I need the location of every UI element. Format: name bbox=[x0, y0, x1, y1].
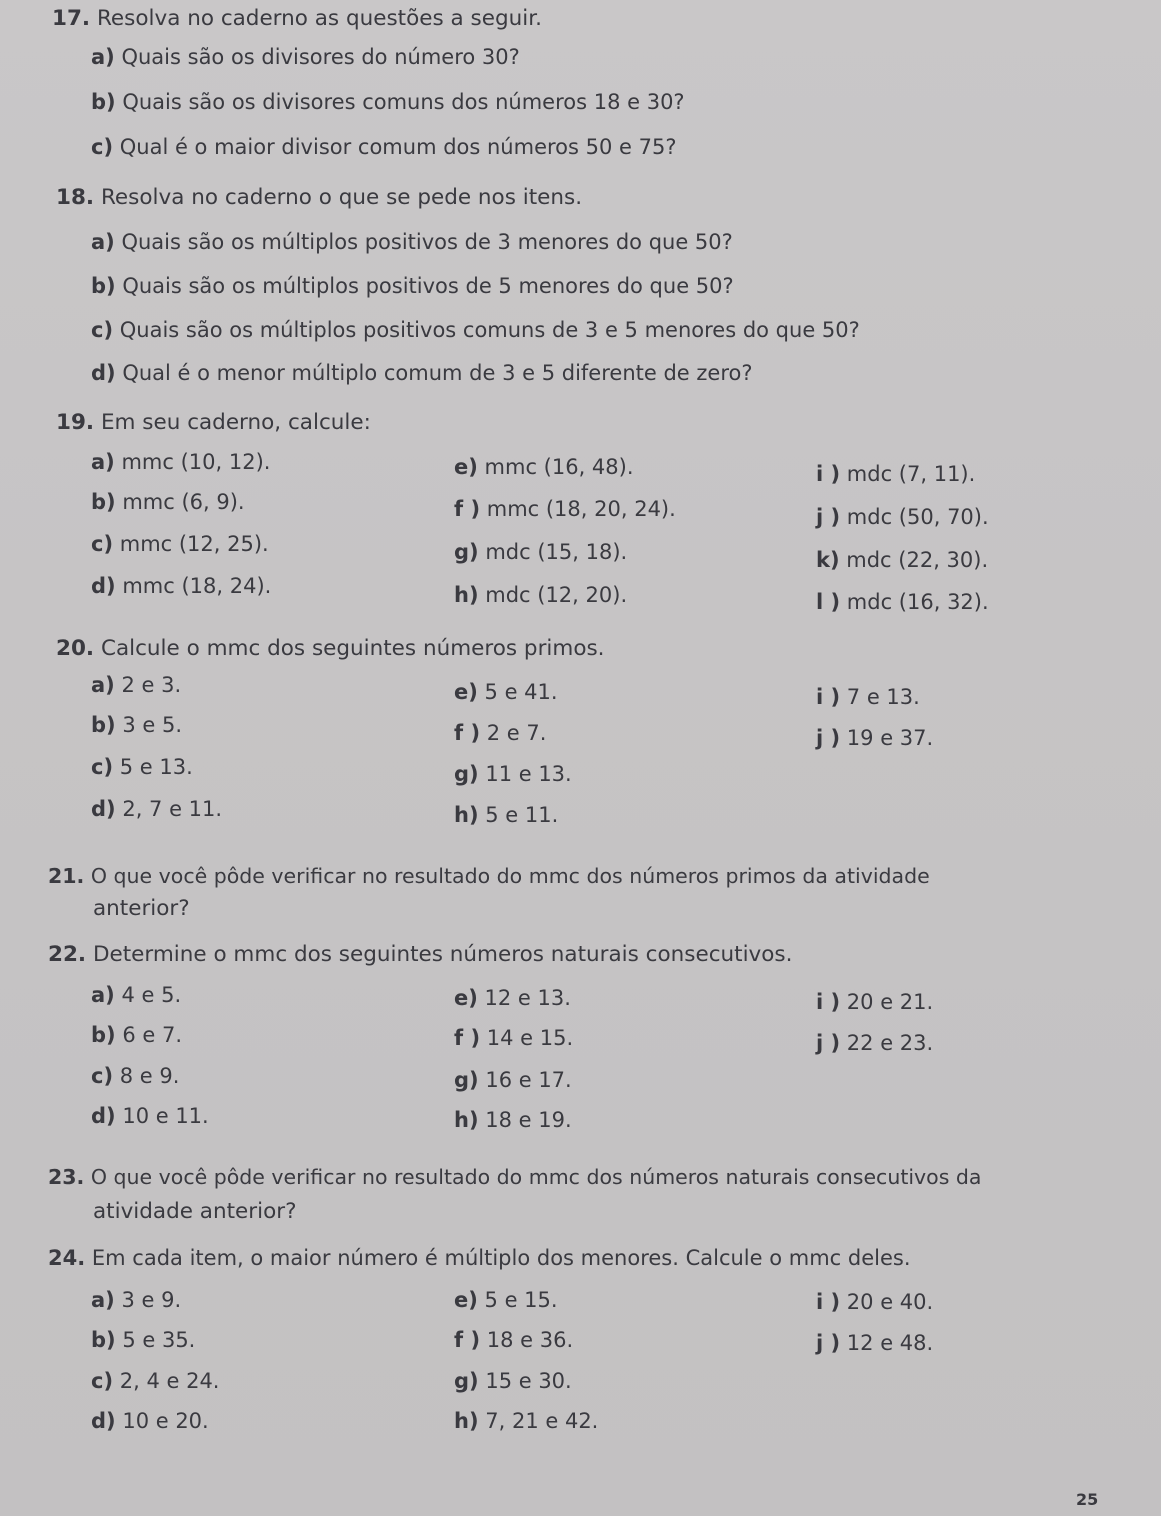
question-19-item-c: c) mmc (12, 25). bbox=[91, 532, 269, 556]
question-22-item-i: i ) 20 e 21. bbox=[816, 990, 934, 1014]
question-22-item-j: j ) 22 e 23. bbox=[816, 1031, 934, 1055]
question-24-item-a: a) 3 e 9. bbox=[91, 1288, 182, 1312]
question-24-heading: 24. Em cada item, o maior número é múltiplo dos menores. Calcule o mmc deles. bbox=[48, 1246, 911, 1270]
question-20-item-d: d) 2, 7 e 11. bbox=[91, 797, 223, 821]
question-19-heading: 19. Em seu caderno, calcule: bbox=[56, 410, 371, 435]
question-23-continuation: atividade anterior? bbox=[93, 1199, 297, 1224]
question-20-heading: 20. Calcule o mmc dos seguintes números primos. bbox=[56, 636, 605, 661]
question-23-heading: 23. O que você pôde verificar no resultado do mmc dos números naturais consecutivos da bbox=[48, 1165, 982, 1189]
question-19-item-g: g) mdc (15, 18). bbox=[454, 540, 628, 564]
question-22-item-g: g) 16 e 17. bbox=[454, 1068, 572, 1092]
question-19-item-k: k) mdc (22, 30). bbox=[816, 548, 989, 572]
question-20-item-g: g) 11 e 13. bbox=[454, 762, 572, 786]
question-24-item-f: f ) 18 e 36. bbox=[454, 1328, 574, 1352]
question-20-item-c: c) 5 e 13. bbox=[91, 755, 193, 779]
question-21-continuation: anterior? bbox=[93, 896, 190, 921]
question-22-heading: 22. Determine o mmc dos seguintes números naturais consecutivos. bbox=[48, 942, 793, 967]
question-18-heading: 18. Resolva no caderno o que se pede nos itens. bbox=[56, 185, 583, 210]
question-22-item-c: c) 8 e 9. bbox=[91, 1064, 180, 1088]
question-17-item-b: b) Quais são os divisores comuns dos números 18 e 30? bbox=[91, 90, 685, 114]
question-19-item-h: h) mdc (12, 20). bbox=[454, 583, 628, 607]
question-20-item-e: e) 5 e 41. bbox=[454, 680, 558, 704]
question-19-item-b: b) mmc (6, 9). bbox=[91, 490, 245, 514]
question-24-item-b: b) 5 e 35. bbox=[91, 1328, 196, 1352]
question-17-item-a: a) Quais são os divisores do número 30? bbox=[91, 45, 520, 69]
question-24-item-d: d) 10 e 20. bbox=[91, 1409, 209, 1433]
question-20-item-a: a) 2 e 3. bbox=[91, 673, 182, 697]
question-18-item-b: b) Quais são os múltiplos positivos de 5 menores do que 50? bbox=[91, 274, 734, 298]
question-24-item-e: e) 5 e 15. bbox=[454, 1288, 558, 1312]
question-20-item-j: j ) 19 e 37. bbox=[816, 726, 934, 750]
question-18-item-c: c) Quais são os múltiplos positivos comuns de 3 e 5 menores do que 50? bbox=[91, 318, 860, 342]
question-20-item-i: i ) 7 e 13. bbox=[816, 685, 920, 709]
question-19-item-d: d) mmc (18, 24). bbox=[91, 574, 272, 598]
question-22-item-b: b) 6 e 7. bbox=[91, 1023, 182, 1047]
question-21-heading: 21. O que você pôde verificar no resultado do mmc dos números primos da atividade bbox=[48, 864, 930, 888]
question-17-item-c: c) Qual é o maior divisor comum dos números 50 e 75? bbox=[91, 135, 677, 159]
question-20-item-b: b) 3 e 5. bbox=[91, 713, 182, 737]
question-17-heading: 17. Resolva no caderno as questões a seguir. bbox=[52, 6, 542, 31]
question-19-item-a: a) mmc (10, 12). bbox=[91, 450, 271, 474]
question-24-item-j: j ) 12 e 48. bbox=[816, 1331, 934, 1355]
question-19-item-f: f ) mmc (18, 20, 24). bbox=[454, 497, 676, 521]
question-19-item-e: e) mmc (16, 48). bbox=[454, 455, 634, 479]
question-24-item-c: c) 2, 4 e 24. bbox=[91, 1369, 220, 1393]
question-22-item-d: d) 10 e 11. bbox=[91, 1104, 209, 1128]
page-number: 25 bbox=[1076, 1490, 1099, 1509]
question-22-item-f: f ) 14 e 15. bbox=[454, 1026, 574, 1050]
question-19-item-l: l ) mdc (16, 32). bbox=[816, 590, 989, 614]
question-22-item-e: e) 12 e 13. bbox=[454, 986, 571, 1010]
question-18-item-a: a) Quais são os múltiplos positivos de 3 menores do que 50? bbox=[91, 230, 733, 254]
question-24-item-g: g) 15 e 30. bbox=[454, 1369, 572, 1393]
question-19-item-i: i ) mdc (7, 11). bbox=[816, 462, 976, 486]
question-24-item-h: h) 7, 21 e 42. bbox=[454, 1409, 599, 1433]
question-19-item-j: j ) mdc (50, 70). bbox=[816, 505, 989, 529]
question-18-item-d: d) Qual é o menor múltiplo comum de 3 e 5 diferente de zero? bbox=[91, 361, 753, 385]
question-22-item-h: h) 18 e 19. bbox=[454, 1108, 572, 1132]
question-20-item-h: h) 5 e 11. bbox=[454, 803, 559, 827]
question-22-item-a: a) 4 e 5. bbox=[91, 983, 182, 1007]
question-20-item-f: f ) 2 e 7. bbox=[454, 721, 547, 745]
question-24-item-i: i ) 20 e 40. bbox=[816, 1290, 934, 1314]
